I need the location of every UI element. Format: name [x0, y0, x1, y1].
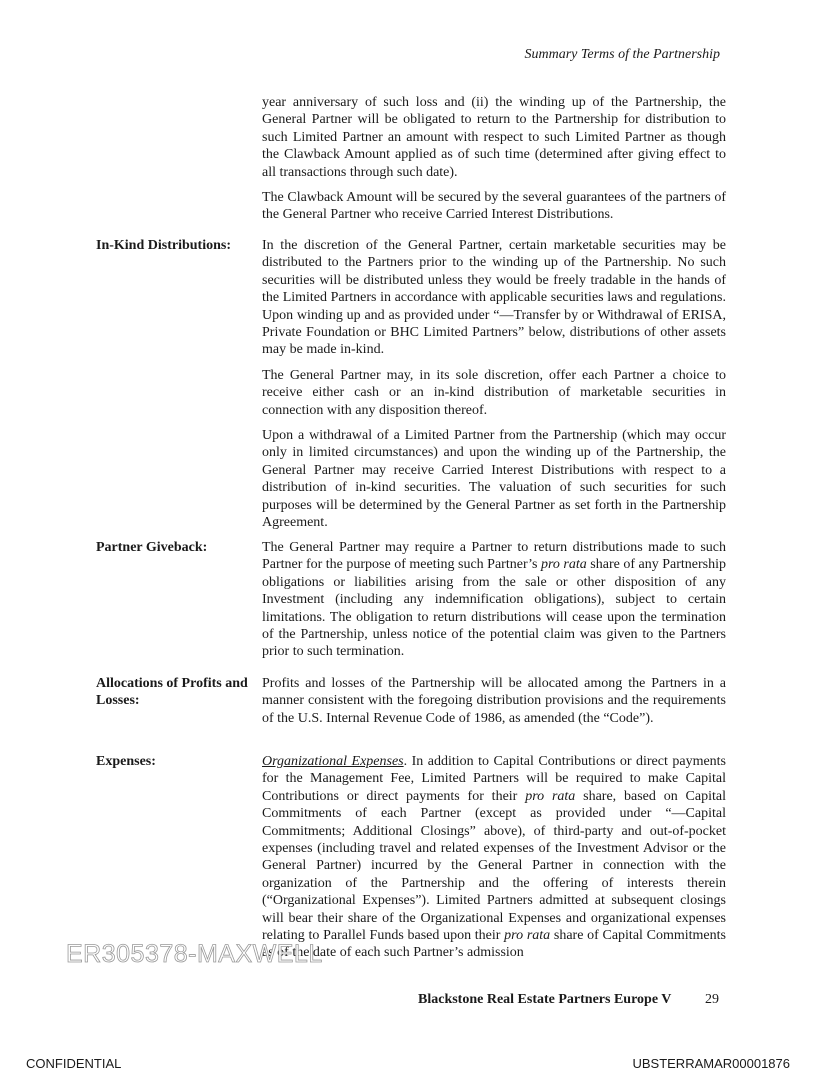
running-header: Summary Terms of the Partnership — [524, 47, 720, 62]
paragraph-text: year anniversary of such loss and (ii) the winding up of the Partnership, the General Partner will be obligated to return to the Partnership for distribution to such Limited Partner an amount with respect to such Limited Partner as though the Clawback Amount applied as of such time (determined after giving effect to all transactions through such date). — [262, 95, 726, 180]
section-body — [262, 94, 726, 224]
section-body — [262, 539, 726, 661]
paragraph-text: The General Partner may, in its sole discretion, offer each Partner a choice to receive either cash or an in-kind distribution of marketable securities in connection with any disposition thereof. — [262, 367, 726, 418]
section-in-kind-distributions — [96, 237, 726, 540]
emphasis-text: pro rata — [525, 788, 576, 804]
section-body — [262, 753, 726, 962]
paragraph-text: share, based on Capital Commitments of each Partner (except as provided under “—Capital Commitments; Additional Closings” above), of third-party and out-of-pocket expenses (including travel and related expenses of the Investment Advisor or the General Partner) incurred by the General Partner in connection with the organization of the Partnership and the offering of interests therein (“Organizational Expenses”). Limited Partners admitted at subsequent closings will bear their share of the Organizational Expenses and organizational expenses relating to Parallel Funds based upon their — [262, 788, 726, 944]
paragraph-text: The Clawback Amount will be secured by the several guarantees of the partners of the General Partner who receive Carried Interest Distributions. — [262, 190, 726, 223]
paragraph-text: share of Capital Commitments as of the date of each such Partner’s admission — [262, 928, 726, 961]
section-label: In-Kind Distributions: — [96, 238, 231, 253]
section-allocations — [96, 675, 726, 735]
emphasis-text: pro rata — [540, 557, 587, 573]
paragraph-text: Profits and losses of the Partnership will be allocated among the Partners in a manner consistent with the foregoing distribution provisions and the requirements of the U.S. Internal Revenue Code of 1986, as amended (the “Code”). — [262, 676, 726, 726]
emphasis-text: pro rata — [504, 928, 551, 944]
section-body — [262, 237, 726, 532]
section-label: Expenses: — [96, 754, 156, 769]
section-expenses — [96, 753, 726, 970]
watermark-stamp: ER305378-MAXWELL — [66, 940, 323, 968]
paragraph — [262, 237, 726, 359]
paragraph — [262, 675, 726, 727]
section-label: Allocations of Profits and Losses: — [96, 676, 248, 709]
paragraph-text: share of any Partnership obligations or liabilities arising from the sale or other disposition of any Investment (including any indemnification obligations), subject to certain limitations. The obligation to return distributions will cease upon the termination of the Partnership, unless notice of the potential claim was given to the Partners prior to such termination. — [262, 557, 726, 660]
paragraph-text: The General Partner may require a Partner to return distributions made to such Partner for the purpose of meeting such Partner’s — [262, 540, 726, 573]
footer-title: Blackstone Real Estate Partners Europe V — [418, 992, 672, 1007]
section-label: Partner Giveback: — [96, 540, 208, 555]
paragraph-text: Upon a withdrawal of a Limited Partner from the Partnership (which may occur only in limited circumstances) and upon the winding up of the Partnership, the General Partner may receive Carried Interest Distributions with respect to a distribution of in-kind securities. The valuation of such securities for such purposes will be determined by the General Partner as set forth in the Partnership Agreement. — [262, 428, 726, 531]
paragraph-text: . In addition to Capital Contributions or direct payments for the Management Fee, Limited Partners will be required to make Capital Contributions or direct payments for their — [262, 754, 727, 804]
section-body — [262, 675, 726, 727]
paragraph — [262, 753, 726, 962]
paragraph — [262, 539, 726, 661]
paragraph — [262, 94, 726, 181]
page-number: 29 — [705, 992, 719, 1007]
confidential-stamp: CONFIDENTIAL — [26, 1056, 122, 1071]
paragraph-text: In the discretion of the General Partner, certain marketable securities may be distributed to the Partners prior to the winding up of the Partnership. No such securities will be distributed unless they would be freely tradable in the hands of the Limited Partners in accordance with applicable securities laws and regulations. Upon winding up and as provided under “—Transfer by or Withdrawal of ERISA, Private Foundation or BHC Limited Partners” below, distributions of other assets may be made in-kind. — [262, 238, 726, 358]
paragraph — [262, 427, 726, 531]
paragraph — [262, 189, 726, 224]
bates-number: UBSTERRAMAR00001876 — [632, 1056, 790, 1071]
paragraph — [262, 367, 726, 419]
emphasis-text: Organizational Expenses — [262, 754, 404, 769]
section-clawback-continuation — [96, 94, 726, 232]
section-partner-giveback — [96, 539, 726, 669]
